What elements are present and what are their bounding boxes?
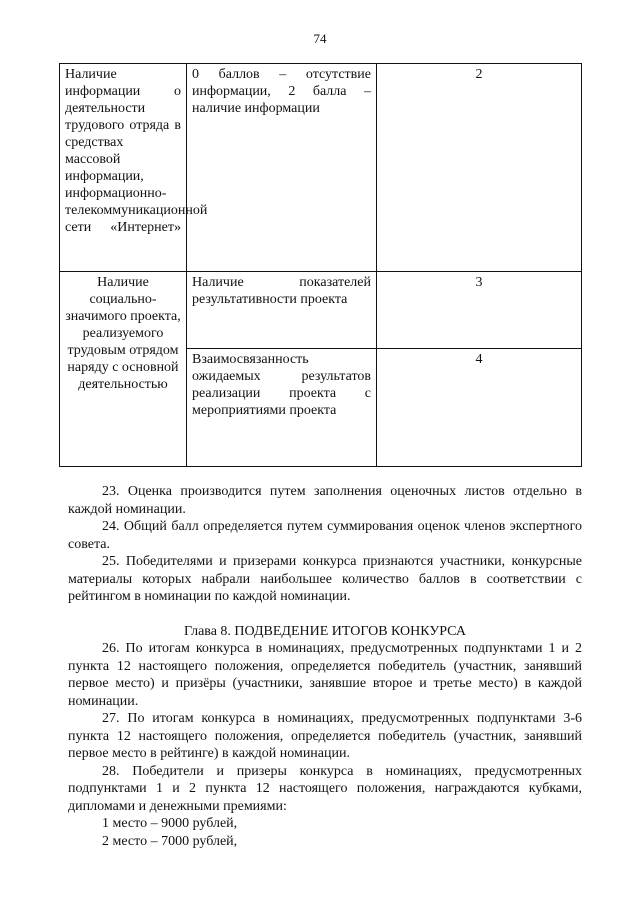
prize-first-place: 1 место – 9000 рублей, — [102, 816, 238, 831]
description-text: Взаимосвязанность ожидаемых результатов реализации проекта с мероприятиями проекта — [192, 352, 371, 418]
weight-cell — [377, 272, 582, 349]
paragraph-26: 26. По итогам конкурса в номинациях, предусмотренных подпунктами 1 и 2 пункта 12 настоящего положения, определяется победитель (участник, занявший первое место) и призёры (участники, занявшие второе и третье место) в каждой номинации. — [68, 641, 582, 709]
description-text: 0 баллов – отсутствие информации, 2 балла – наличие информации — [192, 67, 371, 116]
description-cell — [187, 64, 377, 272]
paragraph-28: 28. Победители и призеры конкурса в номинациях, предусмотренных подпунктами 1 и 2 пункта 12 настоящего положения, награждаются кубками, дипломами и денежными премиями: — [68, 763, 582, 814]
criterion-text: Наличие социально-значимого проекта, реализуемого трудовым отрядом наряду с основной деятельностью — [65, 275, 181, 392]
chapter-heading: Глава 8. ПОДВЕДЕНИЕ ИТОГОВ КОНКУРСА — [184, 623, 466, 639]
table-row — [60, 272, 582, 349]
table-row — [60, 64, 582, 272]
evaluation-criteria-table — [59, 63, 582, 467]
description-text: Наличие показателей результативности проекта — [192, 275, 371, 307]
page-number: 74 — [313, 31, 327, 46]
description-cell — [187, 272, 377, 349]
paragraph-25: 25. Победителями и призерами конкурса признаются участники, конкурсные материалы которых набрали наибольшее количество баллов в соответствии с рейтингом в номинации по каждой номинации. — [68, 554, 582, 604]
criterion-text: Наличие информации о деятельности трудового отряда в средствах массовой информации, информационно-телекоммуникационной сети «Интернет» — [65, 67, 208, 235]
paragraph-24: 24. Общий балл определяется путем суммирования оценок членов экспертного совета. — [68, 519, 582, 552]
paragraph-27: 27. По итогам конкурса в номинациях, предусмотренных подпунктами 3-6 пункта 12 настоящего положения, определяется победитель (участник, занявший первое место в рейтинге) в каждой номинации. — [68, 711, 582, 761]
weight-cell — [377, 349, 582, 467]
document-body — [68, 483, 582, 850]
paragraph-23: 23. Оценка производится путем заполнения оценочных листов отдельно в каждой номинации. — [68, 484, 582, 517]
prize-second-place: 2 место – 7000 рублей, — [102, 833, 238, 849]
weight-cell — [377, 64, 582, 272]
criterion-cell — [60, 64, 208, 272]
description-cell — [187, 349, 377, 467]
weight-value: 2 — [475, 67, 483, 82]
weight-value: 3 — [475, 275, 483, 290]
weight-value: 4 — [475, 352, 483, 367]
criterion-cell — [60, 272, 187, 467]
